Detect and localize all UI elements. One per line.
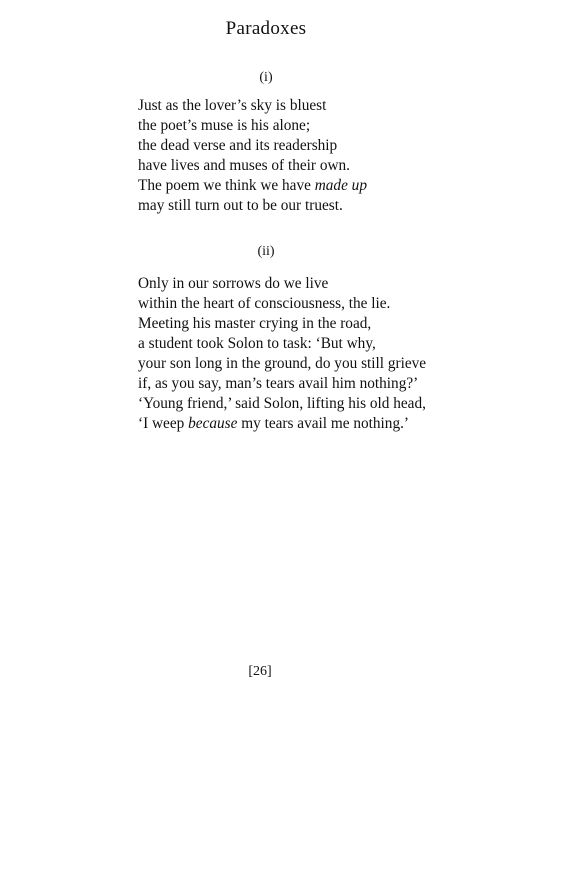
poem-line: have lives and muses of their own.: [138, 157, 350, 174]
stanza-i: [138, 96, 367, 216]
poem-line: the dead verse and its readership: [138, 137, 338, 154]
poem-line: The poem we think we have made up: [138, 177, 367, 194]
poem-line: if, as you say, man’s tears avail him nothing?’: [138, 375, 419, 392]
section-number-i: (i): [259, 70, 273, 85]
poem-line: Just as the lover’s sky is bluest: [138, 97, 327, 114]
poem-line: ‘I weep because my tears avail me nothing.’: [138, 415, 410, 432]
poem-line: ‘Young friend,’ said Solon, lifting his old head,: [138, 395, 426, 412]
page-number: [26]: [248, 664, 272, 679]
poem-line: a student took Solon to task: ‘But why,: [138, 335, 376, 352]
poem-line: Only in our sorrows do we live: [138, 275, 329, 292]
poem-line: within the heart of consciousness, the lie.: [138, 295, 391, 312]
poem-line: may still turn out to be our truest.: [138, 197, 343, 214]
poem-line: Meeting his master crying in the road,: [138, 315, 372, 332]
page-title: Paradoxes: [225, 18, 307, 39]
section-number-ii: (ii): [257, 244, 275, 259]
stanza-ii: [138, 274, 426, 434]
poem-line: your son long in the ground, do you still grieve: [138, 355, 427, 372]
poem-line: the poet’s muse is his alone;: [138, 117, 311, 134]
